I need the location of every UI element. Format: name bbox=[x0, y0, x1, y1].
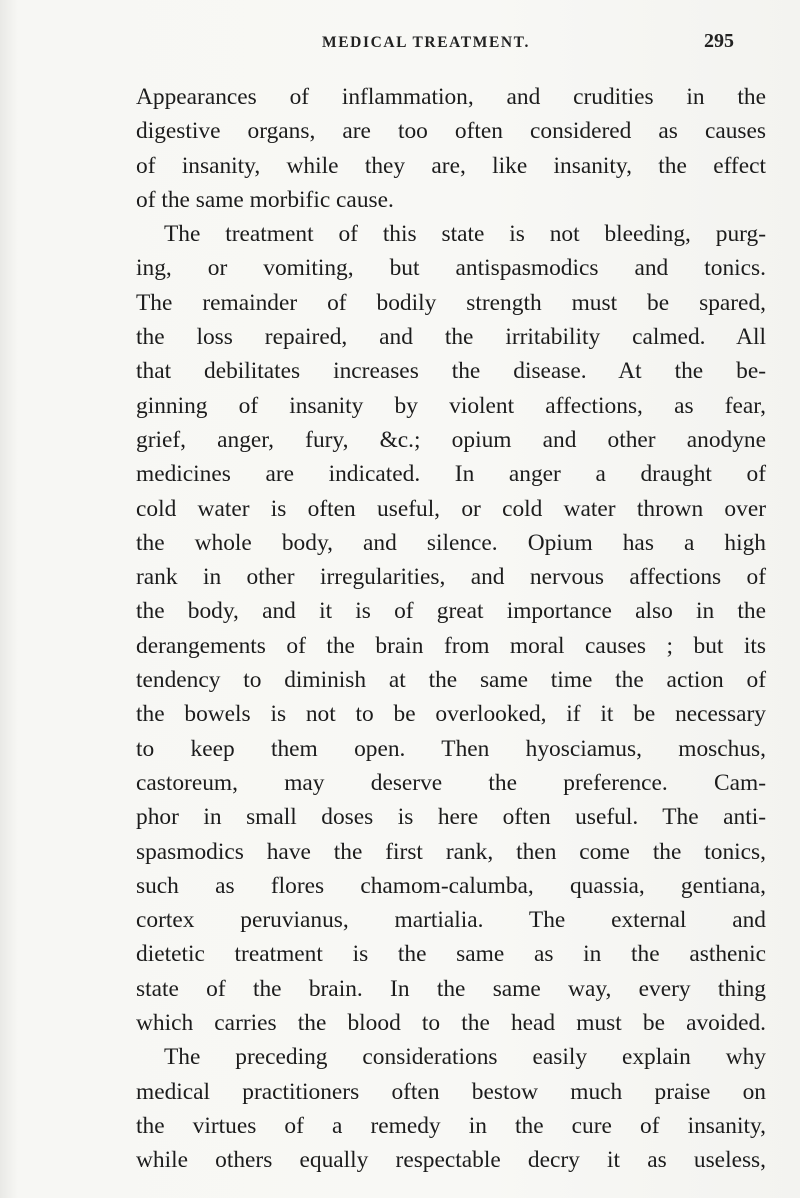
text-line: digestive organs, are too often considered as causes bbox=[136, 118, 766, 145]
text-line: such as flores chamom-calumba, quassia, gentiana, bbox=[136, 872, 766, 899]
text-line: state of the brain. In the same way, every thing bbox=[136, 975, 766, 1002]
text-line: rank in other irregularities, and nervous affections of bbox=[136, 564, 766, 591]
text-line: medicines are indicated. In anger a draught of bbox=[136, 461, 766, 488]
text-line: cold water is often useful, or cold water thrown over bbox=[136, 495, 766, 522]
text-line: The preceding considerations easily explain why bbox=[164, 1044, 766, 1071]
text-line: the bowels is not to be overlooked, if it be necessary bbox=[136, 701, 766, 728]
text-line: The treatment of this state is not bleeding, purg- bbox=[164, 221, 766, 248]
text-line: while others equally respectable decry it as useless, bbox=[136, 1147, 766, 1174]
text-line: ginning of insanity by violent affections, as fear, bbox=[136, 392, 766, 419]
running-head: MEDICAL TREATMENT. bbox=[322, 34, 530, 51]
text-line: that debilitates increases the disease. At the be- bbox=[136, 358, 766, 385]
page-header bbox=[0, 30, 800, 60]
text-line: dietetic treatment is the same as in the asthenic bbox=[136, 941, 766, 968]
text-line: grief, anger, fury, &c.; opium and other anodyne bbox=[136, 426, 766, 453]
text-line: tendency to diminish at the same time the action of bbox=[136, 667, 766, 694]
text-line: Appearances of inflammation, and crudities in the bbox=[136, 84, 766, 110]
page-number: 295 bbox=[704, 30, 734, 52]
text-line: the virtues of a remedy in the cure of insanity, bbox=[136, 1112, 766, 1139]
text-line: spasmodics have the first rank, then come the tonics, bbox=[136, 838, 766, 865]
text-line: cortex peruvianus, martialia. The external and bbox=[136, 907, 766, 934]
text-line: the whole body, and silence. Opium has a high bbox=[136, 529, 766, 556]
text-line: The remainder of bodily strength must be spared, bbox=[136, 289, 766, 316]
text-line: which carries the blood to the head must be avoided. bbox=[136, 1010, 766, 1037]
text-line: phor in small doses is here often useful. The anti- bbox=[136, 804, 766, 831]
text-line: medical practitioners often bestow much praise on bbox=[136, 1078, 766, 1105]
text-line: ing, or vomiting, but antispasmodics and tonics. bbox=[136, 255, 766, 282]
text-line: of insanity, while they are, like insanity, the effect bbox=[136, 152, 766, 179]
text-line: derangements of the brain from moral causes ; but its bbox=[136, 632, 766, 659]
text-line: of the same morbific cause. bbox=[136, 186, 394, 213]
body-text bbox=[136, 80, 766, 1178]
text-line: the body, and it is of great importance also in the bbox=[136, 598, 766, 625]
text-line: castoreum, may deserve the preference. Cam- bbox=[136, 769, 766, 796]
text-line: the loss repaired, and the irritability calmed. All bbox=[136, 324, 766, 351]
text-line: to keep them open. Then hyosciamus, moschus, bbox=[136, 735, 766, 762]
